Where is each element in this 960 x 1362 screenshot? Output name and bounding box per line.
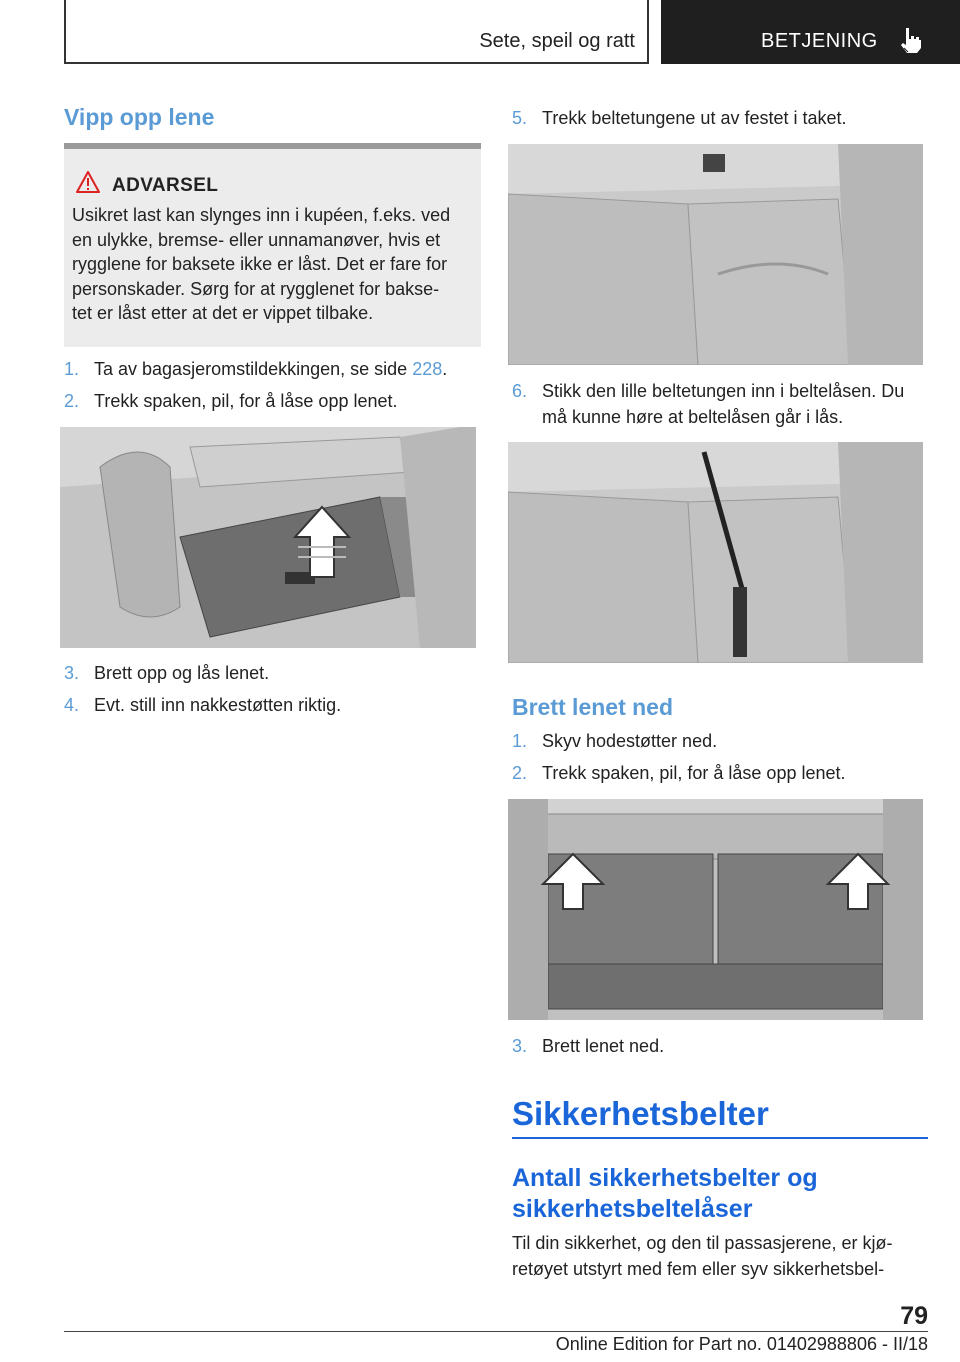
illustration-belt-tongues	[508, 144, 923, 365]
warning-line: en ulykke, bremse- eller unnamanøver, hvis et	[72, 229, 441, 250]
header-section-box	[661, 0, 960, 64]
footer-rule	[64, 1331, 928, 1332]
warning-text	[72, 203, 472, 326]
hand-pointer-icon	[897, 26, 923, 54]
header-chapter-box	[64, 0, 649, 64]
illustration-belt-buckle	[508, 442, 923, 663]
section-subtitle: Antall sikkerhetsbelter og sikkerhetsbeltelåser	[512, 1164, 818, 1223]
warning-box	[64, 143, 481, 347]
warning-line: personskader. Sørg for at rygglenet for bakse-	[72, 278, 440, 299]
warning-line: tet er låst etter at det er vippet tilbake.	[72, 303, 374, 323]
heading-brett-lenet-ned: Brett lenet ned	[512, 694, 674, 720]
intro-paragraph: Til din sikkerhet, og den til passasjerene, er kjø- retøyet utstyrt med fem eller syv sikkerhetsbel-	[512, 1233, 893, 1279]
footer-edition: Online Edition for Part no. 01402988806 - II/18	[555, 1334, 928, 1354]
heading-vipp-opp-lene: Vipp opp lene	[64, 104, 215, 130]
warning-triangle-icon	[76, 171, 100, 193]
section-title: Sikkerhetsbelter	[512, 1095, 769, 1132]
section-rule	[512, 1137, 928, 1139]
illustration-seat-lever	[60, 427, 476, 648]
section-label: BETJENING	[761, 30, 878, 52]
chapter-title: Sete, speil og ratt	[479, 30, 635, 52]
warning-title: ADVARSEL	[112, 175, 219, 196]
page-number: 79	[900, 1302, 928, 1330]
page-link[interactable]: 228	[412, 359, 443, 379]
warning-line: rygglene for baksete ikke er låst. Det er fare for	[72, 254, 448, 274]
illustration-fold-seats	[508, 799, 923, 1020]
warning-line: Usikret last kan slynges inn i kupéen, f.eks. ved	[72, 205, 451, 225]
